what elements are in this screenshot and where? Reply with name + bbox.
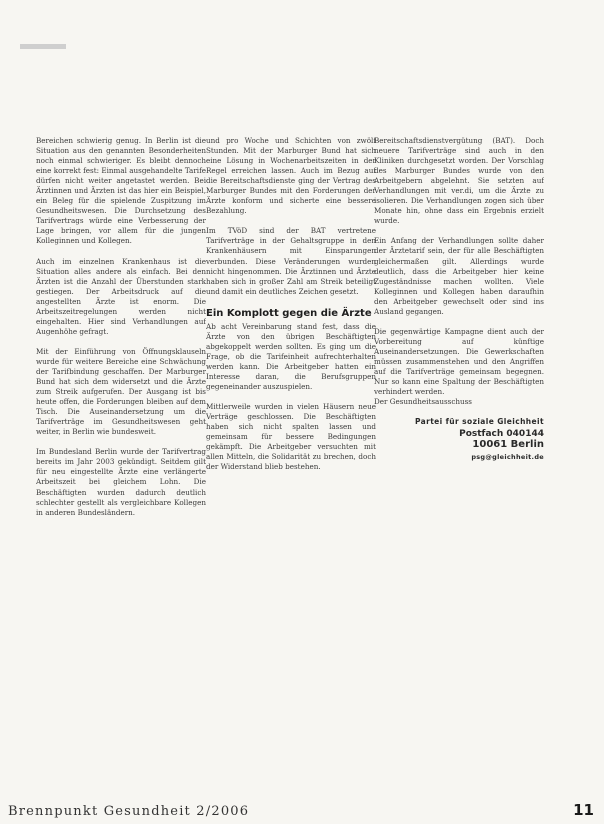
paragraph: und pro Woche und Schichten von zwölf Stunden. Mit der Marburger Bund hat sich eine Lösung in Wochenarbeitszeiten in der Regel erreichen lassen. Auch im Bezug auf die Bereitschaftsdienste ging der Vertrag des Marburger Bundes mit den Forderungen der Ärzte konform und sicherte eine bessere Bezahlung. bbox=[206, 136, 376, 216]
text-column-1 bbox=[36, 136, 206, 776]
org-city: 10061 Berlin bbox=[472, 439, 544, 451]
org-name: Partei für soziale Gleichheit bbox=[414, 417, 544, 427]
header-rule bbox=[20, 44, 66, 49]
paragraph: Im Bundesland Berlin wurde der Tarifvertrag bereits im Jahr 2003 gekündigt. Seitdem gilt für neu eingestellte Ärzte eine verlängerte Arbeitszeit bei gleichem Lohn. Die Beschäftigten wurden dadurch deutlich schlechter gestellt als vergleichbare Kollegen in anderen Bundesländern. bbox=[36, 447, 206, 517]
org-email: psg@gleichheit.de bbox=[471, 453, 544, 462]
org-postbox: Postfach 040144 bbox=[459, 429, 544, 440]
paragraph: Ein Anfang der Verhandlungen sollte daher der Ärztetarif sein, der für alle Beschäftigten gleichermaßen gilt. Allerdings wurde deutlich, dass die Arbeitgeber hier keine Zugeständnisse machen wollten. Viele Kolleginnen und Kollegen haben daraufhin den Arbeitgeber gewechselt oder sind ins Ausland gegangen. bbox=[374, 236, 544, 316]
paragraph: Die gegenwärtige Kampagne dient auch der Vorbereitung auf künftige Auseinandersetzungen. Die Gewerkschaften müssen zusammenstehen und den Angriffen auf die Tarifverträge gemeinsam begegnen. Nur so kann eine Spaltung der Beschäftigten verhindert werden. bbox=[374, 326, 544, 397]
author-signature: Der Gesundheitsausschuss bbox=[374, 397, 472, 407]
page-number: 11 bbox=[573, 801, 594, 819]
text-column-3 bbox=[374, 136, 544, 776]
publication-title: Brennpunkt Gesundheit 2/2006 bbox=[8, 804, 250, 819]
organization-address bbox=[374, 417, 544, 462]
paragraph: Bereichen schwierig genug. In Berlin ist die Situation aus den genannten Besonderheiten noch einmal schwieriger. Es bleibt dennoch eine korrekt fest: Einmal ausgehandelte Tarife dürfen nicht weiter angetastet werden. Bei Ärztinnen und Ärzten ist das hier ein Beispiel, ein Beleg für die spielende Zuspitzung im Gesundheitswesen. Die Durchsetzung des Tarifvertrags würde eine Verbesserung der Lage bringen, vor allem für die jungen Kolleginnen und Kollegen. bbox=[36, 136, 206, 246]
paragraph: Ab acht Vereinbarung stand fest, dass die Ärzte von den übrigen Beschäftigten abgekoppelt werden sollten. Es ging um die Frage, ob die Tarifeinheit aufrechterhalten werden kann. Die Arbeitgeber hatten ein Interesse daran, die Berufsgruppen gegeneinander auszuspielen. bbox=[206, 321, 376, 391]
paragraph: Mit der Einführung von Öffnungsklauseln wurde für weitere Bereiche eine Schwächung der Tarifbindung geschaffen. Der Marburger Bund hat sich dem widersetzt und die Ärzte zum Streik aufgerufen. Der Ausgang ist bis heute offen, die Forderungen bleiben auf dem Tisch. Die Auseinandersetzung um die Tarifverträge im Gesundheitswesen geht weiter, in Berlin wie bundesweit. bbox=[36, 346, 206, 437]
section-heading: Ein Komplott gegen die Ärzte bbox=[206, 307, 372, 319]
paragraph: Auch im einzelnen Krankenhaus ist die Situation alles andere als einfach. Bei den Ärzten ist die Anzahl der Überstunden stark gestiegen. Der Arbeitsdruck auf die angestellten Ärzte ist enorm. Die Arbeitszeitregelungen werden nicht eingehalten. Hier sind Verhandlungen auf Augenhöhe gefragt. bbox=[36, 256, 206, 336]
paragraph: Bereitschaftsdienstvergütung (BAT). Doch neuere Tarifverträge sind auch in den Kliniken durchgesetzt worden. Der Vorschlag des Marburger Bundes wurde von den Arbeitgebern abgelehnt. Sie setzten auf Verhandlungen mit ver.di, um die Ärzte zu isolieren. Die Verhandlungen zogen sich über Monate hin, ohne dass ein Ergebnis erzielt wurde. bbox=[374, 136, 544, 226]
paragraph: Im TVöD sind der BAT vertretene Tarifverträge in der Gehaltsgruppe in den Krankenhäusern mit Einsparungen verbunden. Diese Veränderungen wurden nicht hingenommen. Die Ärztinnen und Ärzte haben sich in großer Zahl am Streik beteiligt und damit ein deutliches Zeichen gesetzt. bbox=[206, 226, 376, 296]
text-column-2 bbox=[206, 136, 376, 776]
paragraph: Mittlerweile wurden in vielen Häusern neue Verträge geschlossen. Die Beschäftigten haben sich nicht spalten lassen und gemeinsam für bessere Bedingungen gekämpft. Die Arbeitgeber versuchten mit allen Mitteln, die Solidarität zu brechen, doch der Widerstand blieb bestehen. bbox=[206, 402, 376, 472]
